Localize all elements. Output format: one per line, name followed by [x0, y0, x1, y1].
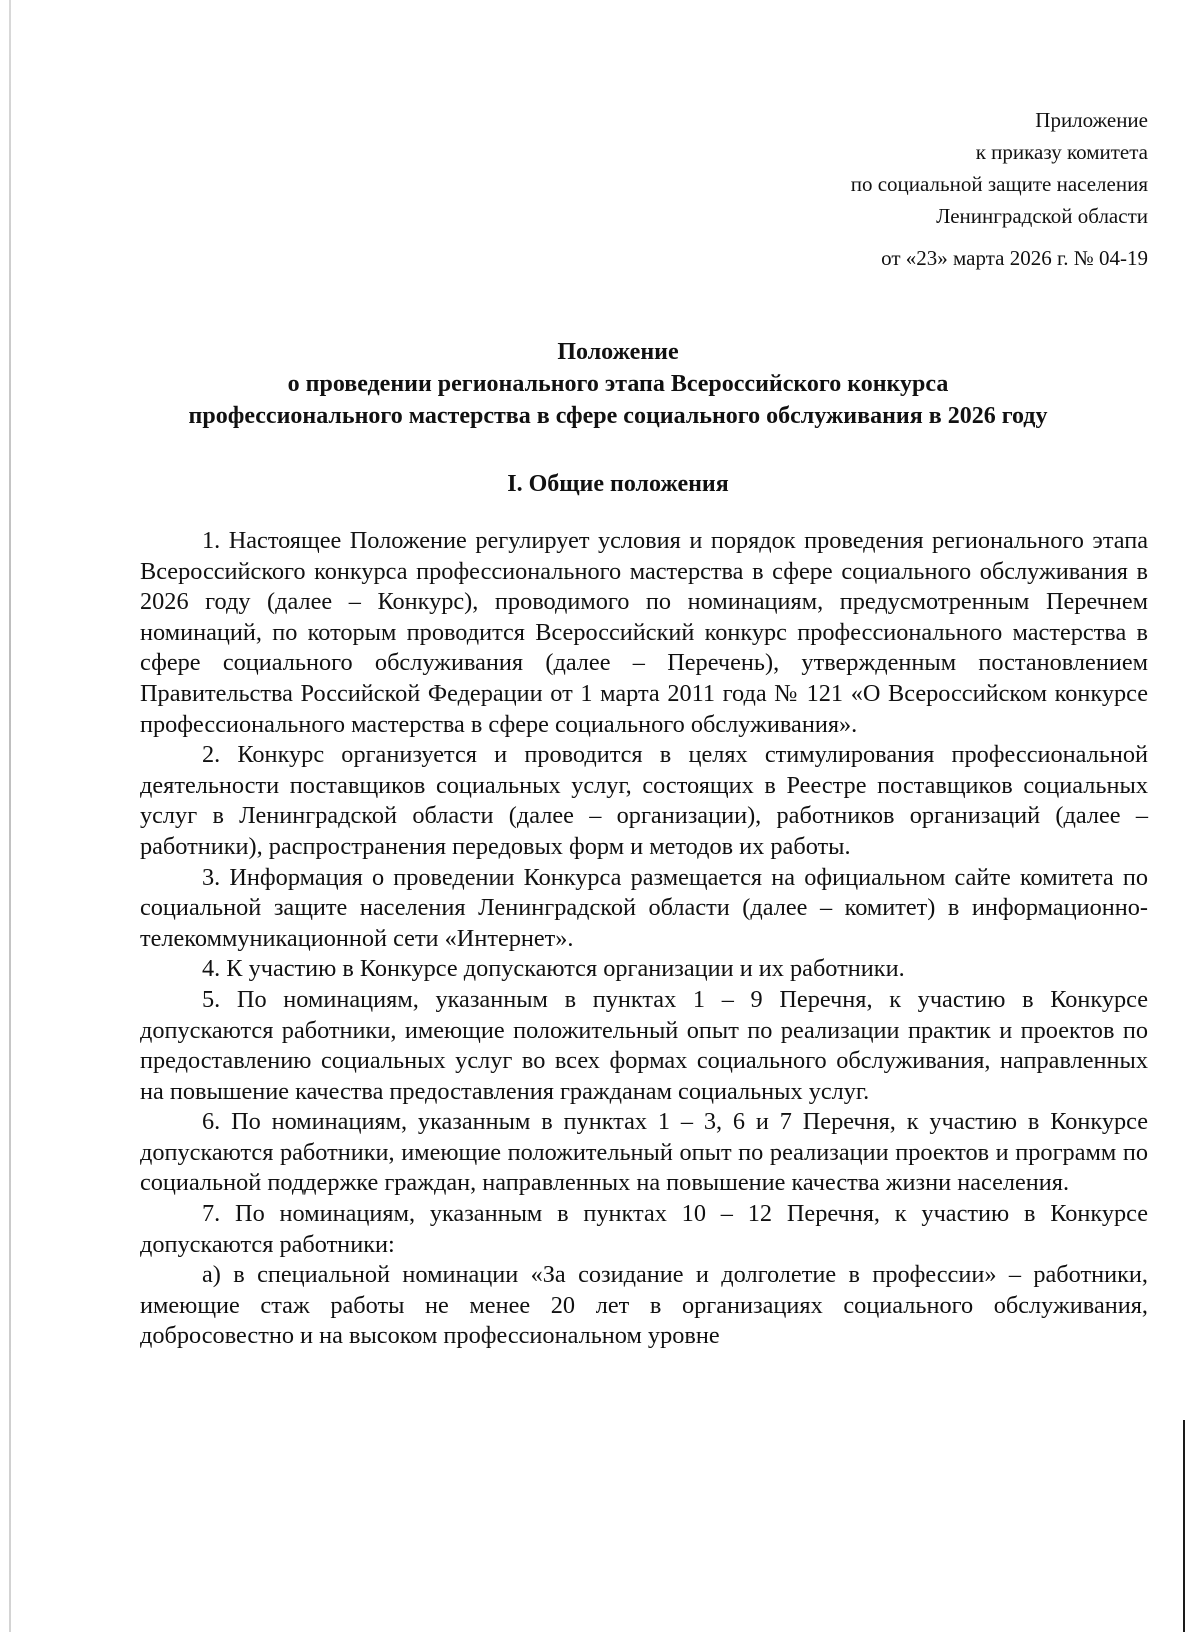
document-title	[80, 336, 1156, 432]
paragraph: 3. Информация о проведении Конкурса размещается на официальном сайте комитета по социальной защите населения Ленинградской области (далее – комитет) в информационно-телекоммуникационной сети «Интернет».	[140, 863, 1148, 952]
annex-block	[851, 104, 1148, 274]
annex-line: Ленинградской области	[936, 204, 1148, 228]
paragraph: 2. Конкурс организуется и проводится в целях стимулирования профессиональной деятельности поставщиков социальных услуг, состоящих в Реестре поставщиков социальных услуг в Ленинградской области (далее – организации), работников организаций (далее – работники), распространения передовых форм и методов их работы.	[140, 741, 1148, 860]
title-line: Положение	[557, 339, 679, 365]
paragraph: 1. Настоящее Положение регулирует условия и порядок проведения регионального этапа Всероссийского конкурса профессионального мастерства в сфере социального обслуживания в 2026 году (далее – Конкурс), проводимого по номинациям, предусмотренным Перечнем номинаций, по которым проводится Всероссийский конкурс профессионального мастерства в сфере социального обслуживания (далее – Перечень), утвержденным постановлением Правительства Российской Федерации от 1 марта 2011 года № 121 «О Всероссийском конкурсе профессионального мастерства в сфере социального обслуживания».	[140, 527, 1148, 738]
scan-edge-right	[1183, 1420, 1185, 1632]
paragraph: 6. По номинациям, указанным в пунктах 1 – 3, 6 и 7 Перечня, к участию в Конкурсе допускаются работники, имеющие положительный опыт по реализации проектов и программ по социальной поддержке граждан, направленных на повышение качества жизни населения.	[140, 1108, 1148, 1197]
section-heading: I. Общие положения	[507, 471, 729, 497]
title-line: о проведении регионального этапа Всероссийского конкурса	[287, 371, 949, 397]
annex-line: к приказу комитета	[975, 140, 1148, 164]
paragraph: 7. По номинациям, указанным в пунктах 10 – 12 Перечня, к участию в Конкурсе допускаются работники:	[140, 1200, 1148, 1258]
paragraph: 5. По номинациям, указанным в пунктах 1 – 9 Перечня, к участию в Конкурсе допускаются работники, имеющие положительный опыт по реализации практик и проектов по предоставлению социальных услуг во всех формах социального обслуживания, направленных на повышение качества предоставления гражданам социальных услуг.	[140, 985, 1148, 1105]
document-body	[140, 526, 1148, 1352]
annex-date: от «23» марта 2026 г. № 04-19	[881, 246, 1148, 270]
annex-spacer	[851, 232, 1148, 242]
paragraph: 4. К участию в Конкурсе допускаются организации и их работники.	[202, 955, 905, 983]
scan-edge-left	[9, 0, 11, 1632]
annex-line: Приложение	[1035, 108, 1148, 132]
title-line: профессионального мастерства в сфере социального обслуживания в 2026 году	[188, 403, 1048, 429]
paragraph: а) в специальной номинации «За созидание и долголетие в профессии» – работники, имеющие стаж работы не менее 20 лет в организациях социального обслуживания, добросовестно и на высоком профессиональном уровне	[140, 1261, 1148, 1350]
annex-line: по социальной защите населения	[850, 172, 1148, 196]
